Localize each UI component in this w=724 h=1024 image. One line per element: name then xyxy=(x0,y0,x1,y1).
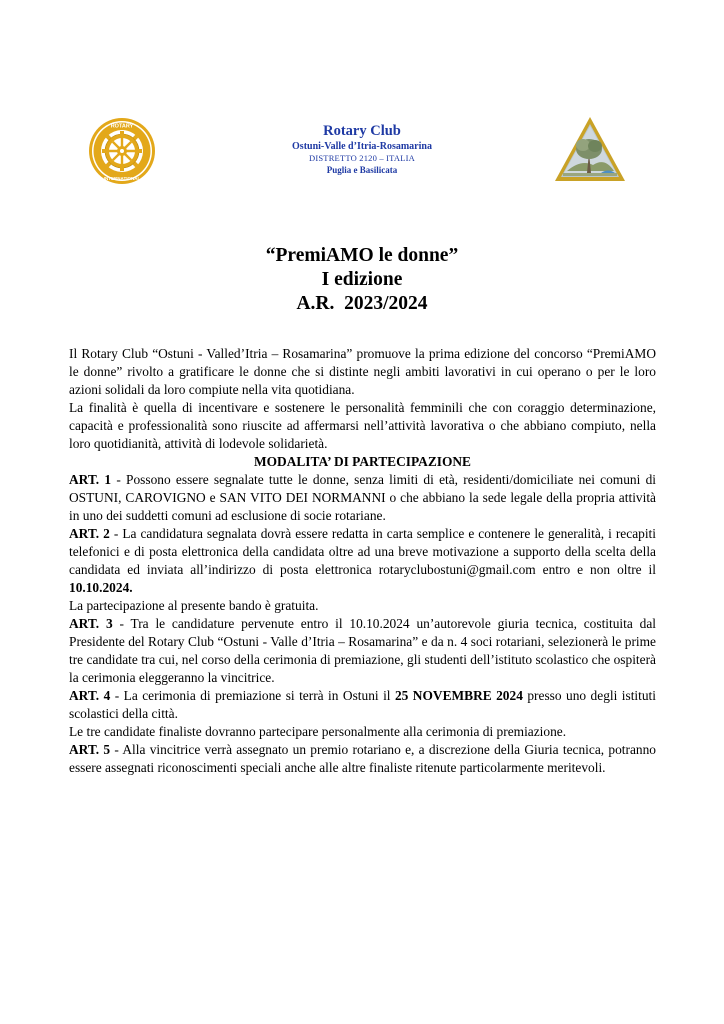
club-subtitle: Ostuni-Valle d’Itria-Rosamarina xyxy=(292,141,432,152)
article-text: - Alla vincitrice verrà assegnato un premio rotariano e, a discrezione della Giuria tecnica, potranno essere assegnati riconoscimenti speciali anche alle altre finaliste ritenute particolarmente meritevoli. xyxy=(69,742,656,775)
article-text: - La candidatura segnalata dovrà essere redatta in carta semplice e contenere le generalità, i recapiti telefonici e di posta elettronica della candidata oltre ad una breve motivazione a supporto della scelta della candidata ed inviata all’indirizzo di posta elettronica rotaryclubostuni@gmail.com entro e non oltre il xyxy=(69,526,656,577)
article-3 xyxy=(69,615,656,687)
section-heading: MODALITA’ DI PARTECIPAZIONE xyxy=(253,454,471,469)
participation-note: La partecipazione al presente bando è gratuita. xyxy=(69,598,319,613)
club-name: Rotary Club xyxy=(323,123,401,139)
region-line: Puglia e Basilicata xyxy=(326,165,398,175)
article-text: - Tra le candidature pervenute entro il 10.10.2024 un’autorevole giuria tecnica, costituita dal Presidente del Rotary Club “Ostuni - Valle d’Itria – Rosamarina” e da n. 4 soci rotariani, selezionerà le prime tre candidate tra cui, nel corso della cerimonia di premiazione, gli studenti dell’istituto scolastico che ospiterà la cerimonia eleggeranno la vincitrice. xyxy=(69,616,656,685)
article-label: ART. 5 xyxy=(69,742,111,757)
document-title xyxy=(0,244,724,316)
title-line-3: A.R. 2023/2024 xyxy=(296,293,428,314)
article-1 xyxy=(69,471,656,525)
article-label: ART. 1 xyxy=(69,472,112,487)
finalists-note: Le tre candidate finaliste dovranno partecipare personalmente alla cerimonia di premiazione. xyxy=(69,724,567,739)
district-line: DISTRETTO 2120 – ITALIA xyxy=(309,153,415,163)
logo-ring-text-bottom: INTERNATIONAL xyxy=(103,176,141,181)
article-5 xyxy=(69,741,656,777)
article-text: presso uno degli istituti scolastici della città. xyxy=(69,688,657,721)
intro-paragraph-1: Il Rotary Club “Ostuni - Valled’Itria – Rosamarina” promuove la prima edizione del concorso “PremiAMO le donne” rivolto a gratificare le donne che si distinte negli ambiti lavorativi in cui operano o per le loro azioni solidali da loro compiute nella vita quotidiana. xyxy=(69,346,656,397)
title-line-2: I edizione xyxy=(321,269,403,290)
article-4 xyxy=(69,687,656,723)
letterhead xyxy=(230,122,494,176)
article-2 xyxy=(69,525,656,597)
deadline-date: 10.10.2024. xyxy=(69,580,133,595)
article-label: ART. 4 xyxy=(69,688,111,703)
article-label: ART. 2 xyxy=(69,526,110,541)
article-text: - Possono essere segnalate tutte le donne, senza limiti di età, residenti/domiciliate nei comuni di OSTUNI, CAROVIGNO e SAN VITO DEI NORMANNI o che abbiano la sede legale della propria attività in uno dei suddetti comuni ad esclusione di socie rotariane. xyxy=(69,472,656,523)
article-label: ART. 3 xyxy=(69,616,113,631)
title-line-1: “PremiAMO le donne” xyxy=(265,245,459,266)
logo-ring-text-top: ROTARY xyxy=(110,123,134,130)
club-triangle-emblem-icon xyxy=(553,115,627,183)
document-body xyxy=(69,345,656,777)
ceremony-date: 25 NOVEMBRE 2024 xyxy=(394,688,523,703)
intro-paragraph-2: La finalità è quella di incentivare e sostenere le personalità femminili che con coraggio determinazione, capacità e professionalità sono riuscite ad affermarsi nell’attività lavorativa o che abbiano compiuto, nella loro quotidianità, attività di lodevole solidarietà. xyxy=(69,400,656,451)
rotary-wheel-icon xyxy=(88,117,156,185)
article-text: - La cerimonia di premiazione si terrà in Ostuni il xyxy=(110,688,395,703)
